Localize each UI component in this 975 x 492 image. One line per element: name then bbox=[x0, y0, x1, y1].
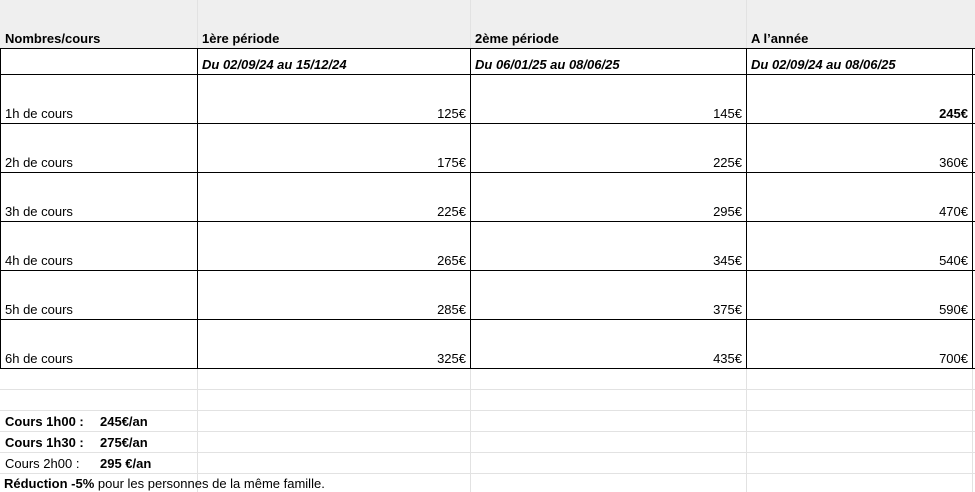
table-border bbox=[0, 270, 975, 271]
reduction-note[interactable] bbox=[4, 476, 325, 491]
price-1h-periode-1[interactable]: 125€ bbox=[437, 106, 466, 121]
reduction-label: Réduction -5% bbox=[4, 476, 95, 491]
column-header-periode-2[interactable]: 2ème période bbox=[475, 31, 559, 46]
grid-line bbox=[0, 473, 975, 474]
table-border bbox=[0, 172, 975, 173]
column-header-periode-1[interactable]: 1ère période bbox=[202, 31, 280, 46]
row-label-5h[interactable]: 5h de cours bbox=[5, 302, 73, 317]
note-cours-1h30[interactable] bbox=[5, 435, 148, 450]
table-border bbox=[0, 123, 975, 124]
price-4h-annee[interactable]: 540€ bbox=[939, 253, 968, 268]
row-label-2h[interactable]: 2h de cours bbox=[5, 155, 73, 170]
price-6h-periode-2[interactable]: 435€ bbox=[713, 351, 742, 366]
price-5h-periode-1[interactable]: 285€ bbox=[437, 302, 466, 317]
table-border bbox=[972, 48, 973, 369]
price-2h-periode-1[interactable]: 175€ bbox=[437, 155, 466, 170]
row-label-1h[interactable]: 1h de cours bbox=[5, 106, 73, 121]
table-border bbox=[0, 74, 975, 75]
price-4h-periode-2[interactable]: 345€ bbox=[713, 253, 742, 268]
price-6h-annee[interactable]: 700€ bbox=[939, 351, 968, 366]
table-border bbox=[0, 221, 975, 222]
note-label: Cours 1h00 : bbox=[5, 414, 84, 429]
price-2h-annee[interactable]: 360€ bbox=[939, 155, 968, 170]
date-range-annee[interactable]: Du 02/09/24 au 08/06/25 bbox=[751, 57, 896, 72]
row-label-6h[interactable]: 6h de cours bbox=[5, 351, 73, 366]
price-6h-periode-1[interactable]: 325€ bbox=[437, 351, 466, 366]
note-value: 295 €/an bbox=[100, 456, 152, 471]
grid-line bbox=[0, 389, 975, 390]
date-range-periode-1[interactable]: Du 02/09/24 au 15/12/24 bbox=[202, 57, 347, 72]
note-label: Cours 1h30 : bbox=[5, 435, 84, 450]
column-header-annee[interactable]: A l’année bbox=[751, 31, 809, 46]
price-2h-periode-2[interactable]: 225€ bbox=[713, 155, 742, 170]
price-5h-annee[interactable]: 590€ bbox=[939, 302, 968, 317]
note-cours-2h00[interactable] bbox=[5, 456, 151, 471]
note-cours-1h00[interactable] bbox=[5, 414, 148, 429]
price-5h-periode-2[interactable]: 375€ bbox=[713, 302, 742, 317]
price-3h-periode-2[interactable]: 295€ bbox=[713, 204, 742, 219]
table-border bbox=[0, 48, 975, 49]
price-3h-periode-1[interactable]: 225€ bbox=[437, 204, 466, 219]
row-label-4h[interactable]: 4h de cours bbox=[5, 253, 73, 268]
row-label-3h[interactable]: 3h de cours bbox=[5, 204, 73, 219]
column-header-nombres[interactable]: Nombres/cours bbox=[5, 31, 101, 46]
table-border bbox=[0, 368, 975, 369]
note-value: 245€/an bbox=[100, 414, 148, 429]
note-value: 275€/an bbox=[100, 435, 148, 450]
grid-line bbox=[0, 431, 975, 432]
date-range-periode-2[interactable]: Du 06/01/25 au 08/06/25 bbox=[475, 57, 620, 72]
price-1h-annee[interactable]: 245€ bbox=[939, 106, 968, 121]
grid-line bbox=[0, 452, 975, 453]
reduction-text: pour les personnes de la même famille. bbox=[94, 476, 325, 491]
table-border bbox=[0, 319, 975, 320]
note-label: Cours 2h00 : bbox=[5, 456, 80, 471]
price-3h-annee[interactable]: 470€ bbox=[939, 204, 968, 219]
grid-line bbox=[0, 410, 975, 411]
price-4h-periode-1[interactable]: 265€ bbox=[437, 253, 466, 268]
price-1h-periode-2[interactable]: 145€ bbox=[713, 106, 742, 121]
